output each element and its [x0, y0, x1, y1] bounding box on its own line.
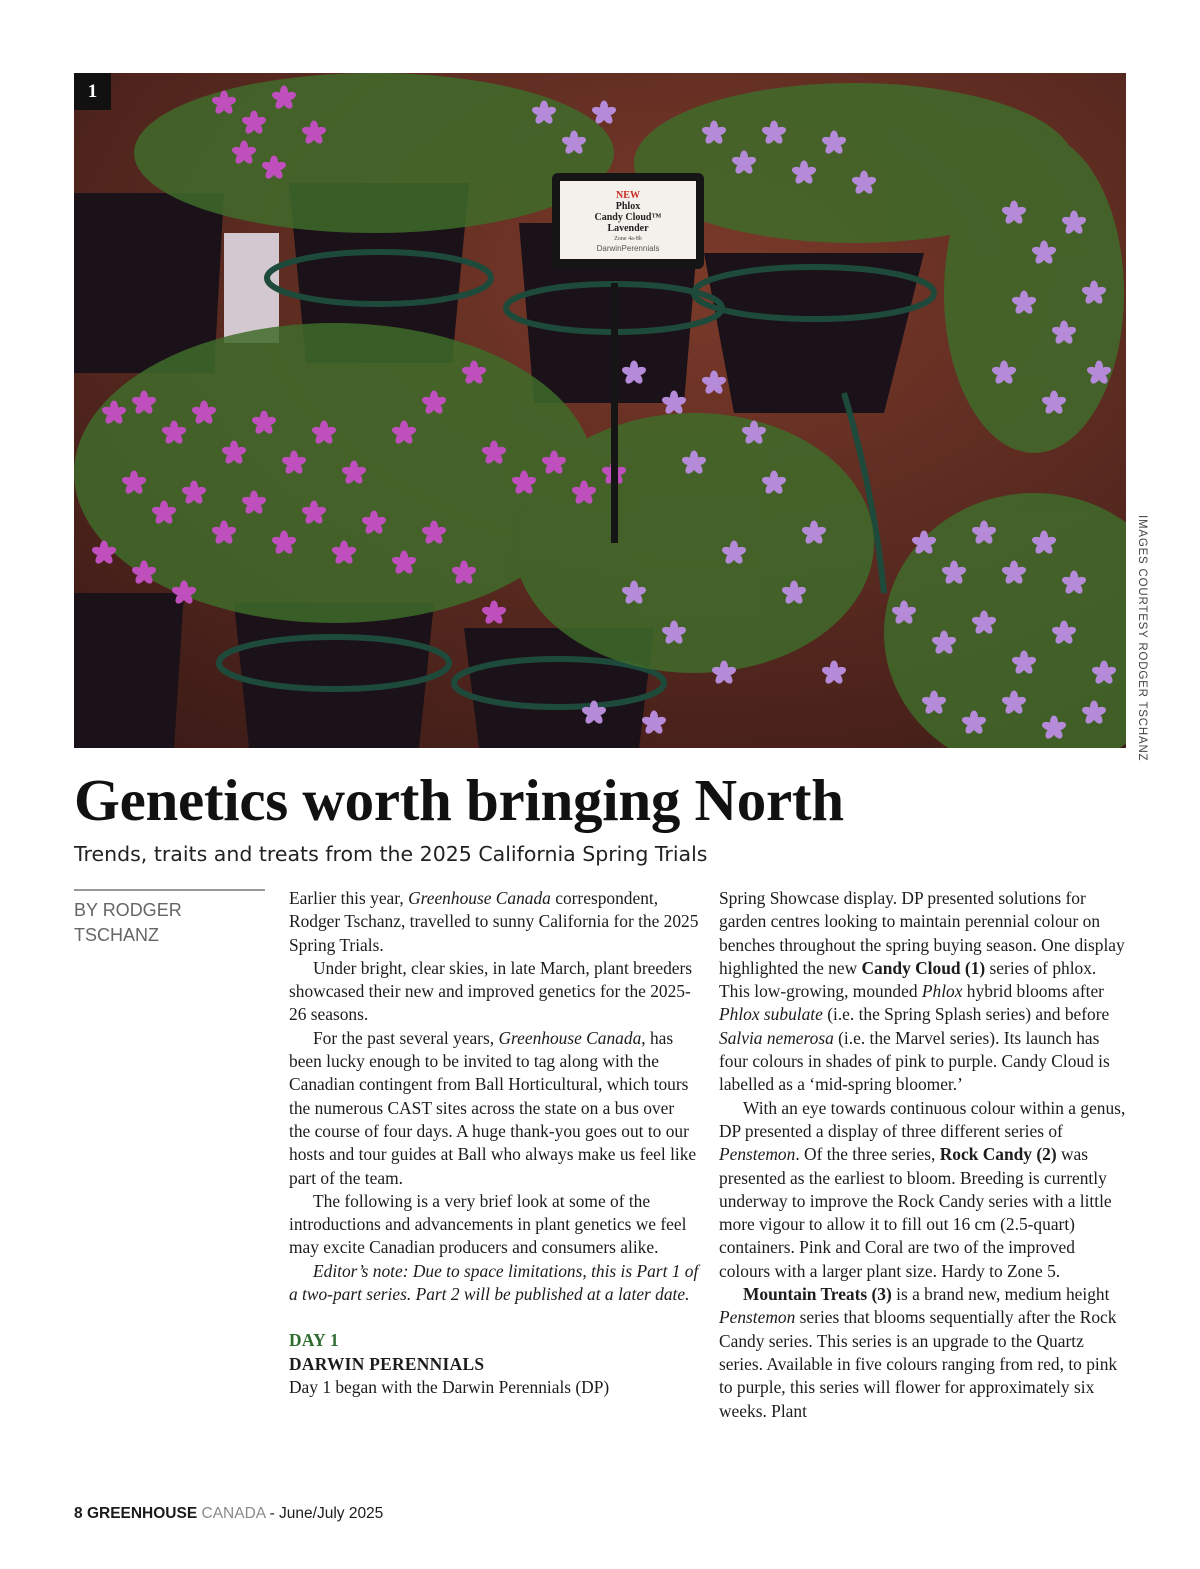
figure-number-badge: 1 [74, 73, 111, 110]
text-run: correspondent, Rodger Tschanz, travelled to sunny California for the 2025 Spring Trials. [289, 888, 699, 955]
phlox-photo-illustration [74, 73, 1126, 748]
paragraph [719, 1097, 1129, 1283]
paragraph: Day 1 began with the Darwin Perennials (DP) [289, 1376, 610, 1397]
publication-name: Greenhouse Canada [498, 1027, 642, 1048]
section-heading: DARWIN PERENNIALS [289, 1353, 485, 1374]
tag-line-new: NEW [616, 190, 640, 201]
body-column-2 [719, 887, 1129, 1423]
text-run: , has been lucky enough to be invited to tag along with the Canadian contingent from Ball Horticultural, which tours the numerous CAST sites across the state on a bus over the course of four days. A huge thank-you goes out to our hosts and tour guides at Ball who always make us feel like part of the team. [289, 1027, 697, 1188]
byline-line-1: BY RODGER [74, 900, 182, 920]
text-run: . Of the three series, [795, 1144, 940, 1165]
article-deck: Trends, traits and treats from the 2025 California Spring Trials [74, 842, 708, 866]
tag-line-phlox: Phlox [615, 201, 641, 212]
feature-photo [74, 73, 1126, 748]
variety-name: Candy Cloud (1) [861, 957, 986, 978]
tag-line-zone: Zone 4a-8b [614, 236, 642, 242]
text-run: is a brand new, medium height [891, 1284, 1110, 1305]
paragraph-intro [289, 887, 699, 957]
text-run: (i.e. the Marvel series). Its launch has four colours in shades of pink to purple. Candy Cloud is labelled as a ‘mid-spring bloomer.’ [719, 1027, 1110, 1095]
byline-line-2: TSCHANZ [74, 925, 159, 945]
tag-line-lavender: Lavender [607, 223, 649, 234]
magazine-name-bold: GREENHOUSE [86, 1505, 198, 1522]
photo-credit-text: IMAGES COURTESY RODGER TSCHANZ [1136, 515, 1148, 762]
byline-rule [74, 889, 265, 891]
text-run: Earlier this year, [289, 888, 409, 908]
text-run: was presented as the earliest to bloom. Breeding is currently underway to improve the Rock Candy series with a little more vigour to allow it to fill out 16 cm (2.5-quart) containers. Pink and Coral are two of the improved colours with a larger plant size. Hardy to Zone 5. [719, 1144, 1112, 1281]
body-column-1 [289, 887, 699, 1399]
paragraph: Under bright, clear skies, in late March, plant breeders showcased their new and improved genetics for the 2025-26 seasons. [289, 957, 693, 1025]
paragraph: The following is a very brief look at some of the introductions and advancements in plant genetics we feel may excite Canadian producers and consumers alike. [289, 1190, 687, 1258]
tag-line-brand: DarwinPerennials [596, 244, 660, 253]
page-footer [74, 1505, 383, 1523]
text-run: series that blooms sequentially after the Rock Candy series. This series is an upgrade to the Quartz series. Available in five colours ranging from red, to pink to purple, this series will flower for approximately six weeks. Plant [719, 1307, 1118, 1421]
paragraph [719, 887, 1129, 1097]
day-heading: DAY 1 [289, 1330, 339, 1351]
variety-name: Mountain Treats (3) [743, 1284, 892, 1305]
text-run: series of phlox. This low-growing, mounded [719, 957, 1097, 1002]
species-name: Salvia nemerosa [719, 1027, 834, 1048]
article-headline: Genetics worth bringing North [74, 767, 844, 833]
publication-name: Greenhouse Canada [408, 888, 551, 908]
species-name: Phlox subulate [719, 1004, 823, 1025]
variety-name: Rock Candy (2) [939, 1144, 1057, 1165]
genus-name: Penstemon [719, 1307, 796, 1328]
paragraph [719, 1283, 1129, 1423]
byline [74, 898, 274, 948]
text-run: hybrid blooms after [962, 981, 1104, 1002]
genus-name: Penstemon [719, 1144, 796, 1165]
paragraph [289, 1027, 699, 1190]
tag-stake [611, 283, 618, 543]
issue-date: - June/July 2025 [269, 1505, 384, 1522]
photo-credit [1122, 515, 1160, 762]
text-run: For the past several years, [313, 1027, 499, 1048]
text-run: With an eye towards continuous colour within a genus, DP presented a display of three different series of [719, 1097, 1126, 1141]
text-run: Spring Showcase display. DP presented solutions for garden centres looking to maintain perennial colour on benches throughout the spring buying season. One display highlighted the new [719, 888, 1125, 978]
tag-line-candy-cloud: Candy Cloud™ [594, 212, 662, 223]
genus-name: Phlox [921, 981, 963, 1002]
spacer [289, 1306, 699, 1329]
magazine-name-light: CANADA [201, 1505, 266, 1522]
text-run: (i.e. the Spring Splash series) and before [822, 1004, 1110, 1025]
editors-note: Editor’s note: Due to space limitations, this is Part 1 of a two-part series. Part 2 will be published at a later date. [289, 1260, 699, 1305]
page-number: 8 [74, 1505, 83, 1522]
